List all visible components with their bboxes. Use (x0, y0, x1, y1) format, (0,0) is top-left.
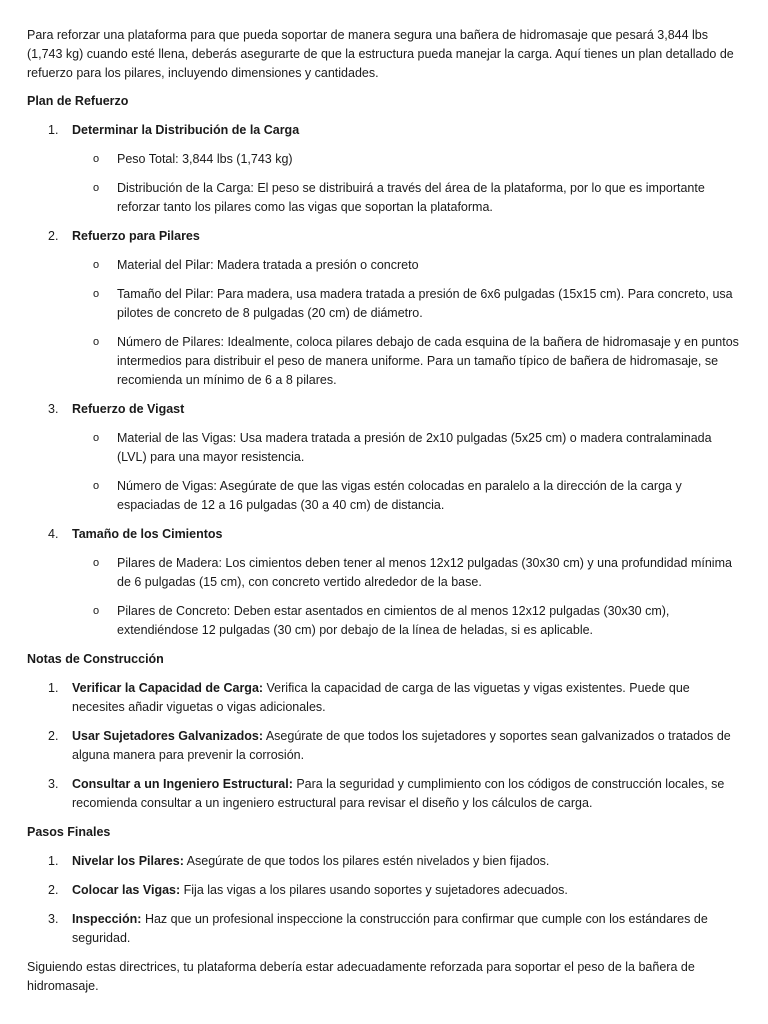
bullet-icon: o (93, 259, 100, 271)
closing-paragraph: Siguiendo estas directrices, tu plataforma debería estar adecuadamente reforzada para soportar el peso de la bañera de hidromasaje. (27, 960, 695, 993)
bullet-icon: o (93, 432, 100, 444)
final-item (27, 852, 744, 871)
plan-item (27, 525, 744, 640)
notes-item (27, 775, 744, 813)
notes-item-label: Verificar la Capacidad de Carga: (72, 681, 264, 695)
notes-item (27, 727, 744, 765)
list-number: 3. (48, 777, 59, 791)
bullet-icon: o (93, 557, 100, 569)
list-number: 2. (48, 729, 59, 743)
plan-list (27, 121, 744, 640)
bullet-icon: o (93, 480, 100, 492)
sub-item (72, 602, 744, 640)
sub-item (72, 554, 744, 592)
plan-heading: Plan de Refuerzo (27, 94, 129, 108)
final-item-label: Colocar las Vigas: (72, 883, 181, 897)
plan-item-title: Determinar la Distribución de la Carga (72, 123, 300, 137)
list-number: 3. (48, 402, 59, 416)
final-item-text: Fija las vigas a los pilares usando soportes y sujetadores adecuados. (180, 883, 568, 897)
bullet-icon: o (93, 288, 100, 300)
final-item-label: Inspección: (72, 912, 142, 926)
notes-item-label: Usar Sujetadores Galvanizados: (72, 729, 264, 743)
final-item-label: Nivelar los Pilares: (72, 854, 184, 868)
plan-item (27, 227, 744, 390)
notes-item-text: Para la seguridad y cumplimiento con los códigos de construcción locales, se recomienda consultar a un ingeniero estructural para revisar el diseño y los cálculos de carga. (72, 777, 725, 810)
list-number: 4. (48, 527, 59, 541)
sub-list (72, 256, 744, 390)
notes-item-text: Asegúrate de que todos los sujetadores y soportes sean galvanizados o tratados de alguna manera para prevenir la corrosión. (72, 729, 731, 762)
list-number: 1. (48, 681, 59, 695)
bullet-icon: o (93, 605, 100, 617)
bullet-icon: o (93, 153, 100, 165)
list-number: 1. (48, 123, 59, 137)
sub-item (72, 429, 744, 467)
plan-item (27, 121, 744, 217)
sub-list (72, 429, 744, 515)
final-item (27, 910, 744, 948)
sub-item-text: Material de las Vigas: Usa madera tratada a presión de 2x10 pulgadas (5x25 cm) o madera contralaminada (LVL) para una mayor resistencia. (117, 431, 712, 464)
bullet-icon: o (93, 336, 100, 348)
sub-item (72, 179, 744, 217)
notes-heading: Notas de Construcción (27, 652, 164, 666)
sub-list (72, 554, 744, 640)
sub-item (72, 256, 744, 275)
notes-item-label: Consultar a un Ingeniero Estructural: (72, 777, 293, 791)
sub-item-text: Pilares de Madera: Los cimientos deben tener al menos 12x12 pulgadas (30x30 cm) y una profundidad mínima de 6 pulgadas (15 cm), con concreto vertido alrededor de la base. (117, 556, 732, 589)
sub-item-text: Distribución de la Carga: El peso se distribuirá a través del área de la plataforma, por lo que es importante reforzar tanto los pilares como las vigas que soportan la plataforma. (117, 181, 705, 214)
notes-list (27, 679, 744, 813)
sub-item-text: Tamaño del Pilar: Para madera, usa madera tratada a presión de 6x6 pulgadas (15x15 cm). Para concreto, usa pilotes de concreto de 8 pulgadas (20 cm) de diámetro. (117, 287, 733, 320)
final-list (27, 852, 744, 948)
plan-item-title: Refuerzo para Pilares (72, 229, 200, 243)
sub-item-text: Número de Vigas: Asegúrate de que las vigas estén colocadas en paralelo a la dirección de la carga y espaciadas de 12 a 16 pulgadas (30 a 40 cm) de distancia. (117, 479, 682, 512)
plan-item-title: Refuerzo de Vigast (72, 402, 185, 416)
sub-item-text: Número de Pilares: Idealmente, coloca pilares debajo de cada esquina de la bañera de hidromasaje y en puntos intermedios para distribuir el peso de manera uniforme. Para un tamaño típico de bañera de hidromasaje, se recomienda un mínimo de 6 a 8 pilares. (117, 335, 739, 387)
sub-item-text: Pilares de Concreto: Deben estar asentados en cimientos de al menos 12x12 pulgadas (30x30 cm), extendiéndose 12 pulgadas (30 cm) por debajo de la línea de heladas, si es aplicable. (117, 604, 670, 637)
final-heading: Pasos Finales (27, 825, 111, 839)
plan-item-title: Tamaño de los Cimientos (72, 527, 223, 541)
sub-item-text: Material del Pilar: Madera tratada a presión o concreto (117, 258, 419, 272)
final-item-text: Haz que un profesional inspeccione la construcción para confirmar que cumple con los estándares de seguridad. (72, 912, 708, 945)
list-number: 1. (48, 854, 59, 868)
sub-item (72, 333, 744, 390)
intro-paragraph: Para reforzar una plataforma para que pueda soportar de manera segura una bañera de hidromasaje que pesará 3,844 lbs (1,743 kg) cuando esté llena, deberás asegurarte de que la estructura pueda manejar la carga. Aquí tienes un plan detallado de refuerzo para los pilares, incluyendo dimensiones y cantidades. (27, 28, 734, 80)
list-number: 2. (48, 229, 59, 243)
notes-item (27, 679, 744, 717)
bullet-icon: o (93, 182, 100, 194)
sub-item (72, 477, 744, 515)
final-item (27, 881, 744, 900)
final-item-text: Asegúrate de que todos los pilares estén nivelados y bien fijados. (183, 854, 550, 868)
sub-list (72, 150, 744, 217)
list-number: 3. (48, 912, 59, 926)
list-number: 2. (48, 883, 59, 897)
notes-item-text: Verifica la capacidad de carga de las viguetas y vigas existentes. Puede que necesites añadir viguetas o vigas adicionales. (72, 681, 690, 714)
sub-item (72, 285, 744, 323)
sub-item-text: Peso Total: 3,844 lbs (1,743 kg) (117, 152, 293, 166)
plan-item (27, 400, 744, 515)
sub-item (72, 150, 744, 169)
